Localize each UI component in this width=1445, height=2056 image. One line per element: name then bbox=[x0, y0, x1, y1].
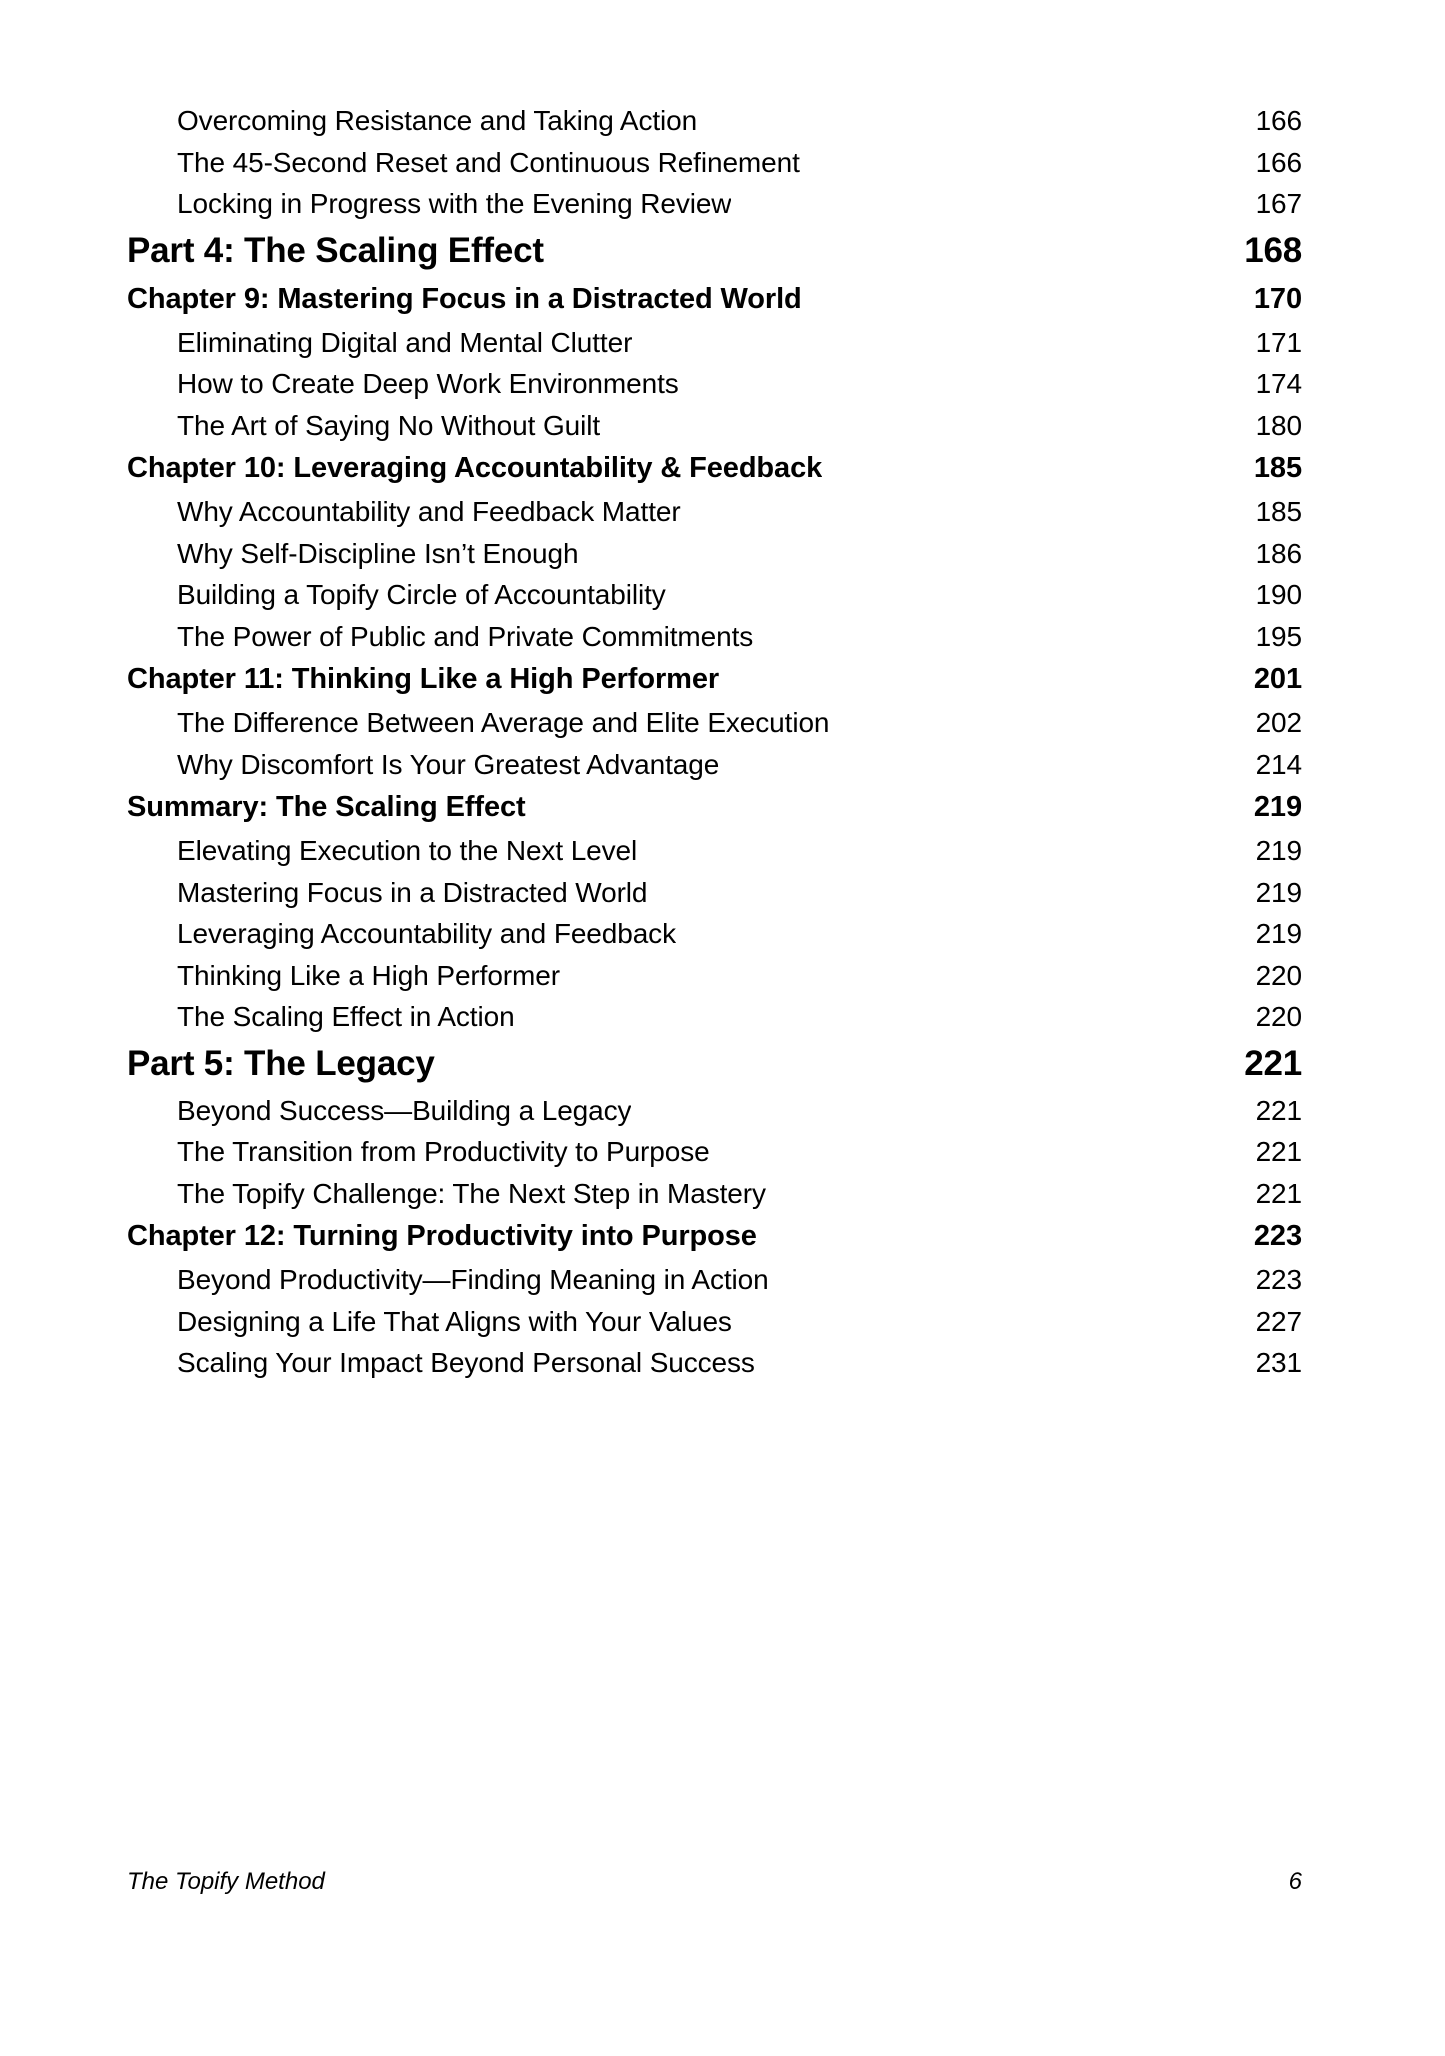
toc-entry-section[interactable] bbox=[177, 702, 1302, 744]
toc-entry-section[interactable] bbox=[177, 363, 1302, 405]
page-footer bbox=[127, 1868, 1302, 1896]
toc-entry-page-number: 174 bbox=[1255, 368, 1302, 399]
toc-entry-section[interactable] bbox=[177, 996, 1302, 1038]
toc-entry-title: Why Discomfort Is Your Greatest Advantage bbox=[177, 748, 720, 780]
toc-entry-title: Chapter 10: Leveraging Accountability & Feedback bbox=[127, 452, 823, 484]
toc-entry-section[interactable] bbox=[177, 913, 1302, 955]
toc-entry-chapter[interactable] bbox=[127, 277, 1302, 322]
toc-entry-title: Part 4: The Scaling Effect bbox=[127, 230, 544, 270]
toc-entry-title: The Art of Saying No Without Guilt bbox=[177, 409, 601, 441]
toc-entry-title: Chapter 12: Turning Productivity into Purpose bbox=[127, 1220, 757, 1252]
toc-entry-section[interactable] bbox=[177, 1090, 1302, 1132]
footer-book-title: The Topify Method bbox=[127, 1868, 325, 1895]
toc-entry-title: Scaling Your Impact Beyond Personal Success bbox=[177, 1347, 755, 1378]
toc-entry-section[interactable] bbox=[177, 830, 1302, 872]
toc-entry-page-number: 219 bbox=[1255, 918, 1302, 949]
toc-entry-title: Beyond Productivity—Finding Meaning in Action bbox=[177, 1264, 769, 1295]
toc-entry-title: The Scaling Effect in Action bbox=[177, 1001, 515, 1032]
toc-entry-section[interactable] bbox=[177, 100, 1302, 142]
toc-entry-section[interactable] bbox=[177, 872, 1302, 914]
toc-entry-page-number: 221 bbox=[1255, 1094, 1302, 1126]
toc-entry-page-number: 170 bbox=[1253, 282, 1302, 315]
toc-entry-page-number: 227 bbox=[1255, 1305, 1302, 1337]
toc-entry-page-number: 223 bbox=[1255, 1264, 1302, 1295]
toc-entry-title: How to Create Deep Work Environments bbox=[177, 368, 679, 399]
toc-entry-page-number: 219 bbox=[1255, 876, 1302, 908]
toc-entry-page-number: 220 bbox=[1255, 1001, 1302, 1032]
toc-entry-section[interactable] bbox=[177, 744, 1302, 786]
toc-entry-section[interactable] bbox=[177, 142, 1302, 184]
toc-entry-section[interactable] bbox=[177, 1301, 1302, 1343]
toc-entry-title: Chapter 9: Mastering Focus in a Distracted World bbox=[127, 282, 802, 315]
toc-entry-title: Leveraging Accountability and Feedback bbox=[177, 918, 676, 949]
toc-entry-title: Why Accountability and Feedback Matter bbox=[177, 496, 681, 527]
toc-entry-chapter[interactable] bbox=[127, 785, 1302, 830]
toc-entry-title: The Transition from Productivity to Purpose bbox=[177, 1136, 710, 1167]
toc-entry-page-number: 186 bbox=[1255, 537, 1302, 569]
toc-entry-page-number: 180 bbox=[1255, 409, 1302, 441]
toc-entry-title: The 45-Second Reset and Continuous Refinement bbox=[177, 146, 800, 178]
toc-entry-page-number: 219 bbox=[1255, 835, 1302, 866]
toc-entry-page-number: 221 bbox=[1255, 1136, 1302, 1167]
toc-entry-section[interactable] bbox=[177, 574, 1302, 616]
toc-entry-part[interactable] bbox=[127, 225, 1302, 277]
toc-entry-page-number: 221 bbox=[1255, 1177, 1302, 1209]
toc-entry-title: Building a Topify Circle of Accountability bbox=[177, 579, 666, 610]
toc-entry-page-number: 185 bbox=[1253, 452, 1302, 484]
toc-entry-section[interactable] bbox=[177, 1259, 1302, 1301]
footer-page-number: 6 bbox=[1288, 1868, 1302, 1895]
toc-entry-title: Designing a Life That Aligns with Your Values bbox=[177, 1305, 732, 1337]
toc-entry-section[interactable] bbox=[177, 491, 1302, 533]
toc-entry-page-number: 214 bbox=[1255, 748, 1302, 780]
toc-entry-title: Beyond Success—Building a Legacy bbox=[177, 1094, 632, 1126]
toc-entry-chapter[interactable] bbox=[127, 657, 1302, 702]
toc-entry-page-number: 223 bbox=[1253, 1220, 1302, 1252]
toc-entry-title: Elevating Execution to the Next Level bbox=[177, 835, 638, 866]
toc-entry-title: Chapter 11: Thinking Like a High Performer bbox=[127, 663, 720, 695]
toc-entry-section[interactable] bbox=[177, 616, 1302, 658]
toc-entry-chapter[interactable] bbox=[127, 446, 1302, 491]
toc-entry-page-number: 231 bbox=[1255, 1347, 1302, 1378]
toc-entry-page-number: 195 bbox=[1255, 620, 1302, 652]
toc-entry-title: The Difference Between Average and Elite Execution bbox=[177, 707, 830, 738]
toc-entry-title: Summary: The Scaling Effect bbox=[127, 791, 526, 823]
toc-entry-title: Why Self-Discipline Isn’t Enough bbox=[177, 537, 579, 569]
toc-entry-section[interactable] bbox=[177, 1173, 1302, 1215]
toc-entry-page-number: 202 bbox=[1255, 707, 1302, 738]
toc-entry-page-number: 190 bbox=[1255, 579, 1302, 610]
toc-entry-page-number: 221 bbox=[1244, 1043, 1302, 1083]
toc-entry-page-number: 219 bbox=[1253, 791, 1302, 823]
toc-entry-section[interactable] bbox=[177, 533, 1302, 575]
toc-entry-page-number: 185 bbox=[1255, 496, 1302, 527]
toc-entry-section[interactable] bbox=[177, 955, 1302, 997]
toc-entry-section[interactable] bbox=[177, 1342, 1302, 1384]
toc-entry-page-number: 171 bbox=[1255, 326, 1302, 358]
toc-entry-page-number: 220 bbox=[1255, 959, 1302, 991]
toc-entry-page-number: 201 bbox=[1253, 663, 1302, 695]
toc-entry-title: Eliminating Digital and Mental Clutter bbox=[177, 326, 633, 358]
toc-entry-section[interactable] bbox=[177, 1131, 1302, 1173]
toc-entry-page-number: 166 bbox=[1255, 105, 1302, 136]
toc-entry-title: Part 5: The Legacy bbox=[127, 1043, 435, 1083]
toc-entry-title: Overcoming Resistance and Taking Action bbox=[177, 105, 698, 136]
toc-entry-section[interactable] bbox=[177, 183, 1302, 225]
toc-entry-section[interactable] bbox=[177, 322, 1302, 364]
toc-entry-title: Locking in Progress with the Evening Review bbox=[177, 188, 732, 219]
toc-entry-title: Thinking Like a High Performer bbox=[177, 959, 560, 991]
toc-entry-title: The Power of Public and Private Commitments bbox=[177, 620, 754, 652]
toc-entry-section[interactable] bbox=[177, 405, 1302, 447]
toc-entry-chapter[interactable] bbox=[127, 1214, 1302, 1259]
toc-entry-page-number: 167 bbox=[1255, 188, 1302, 219]
toc-entry-page-number: 168 bbox=[1244, 230, 1302, 270]
toc-entry-page-number: 166 bbox=[1255, 146, 1302, 178]
toc-entry-title: Mastering Focus in a Distracted World bbox=[177, 876, 648, 908]
toc-entry-part[interactable] bbox=[127, 1038, 1302, 1090]
toc-entry-title: The Topify Challenge: The Next Step in Mastery bbox=[177, 1177, 766, 1209]
table-of-contents-list bbox=[127, 100, 1302, 1384]
